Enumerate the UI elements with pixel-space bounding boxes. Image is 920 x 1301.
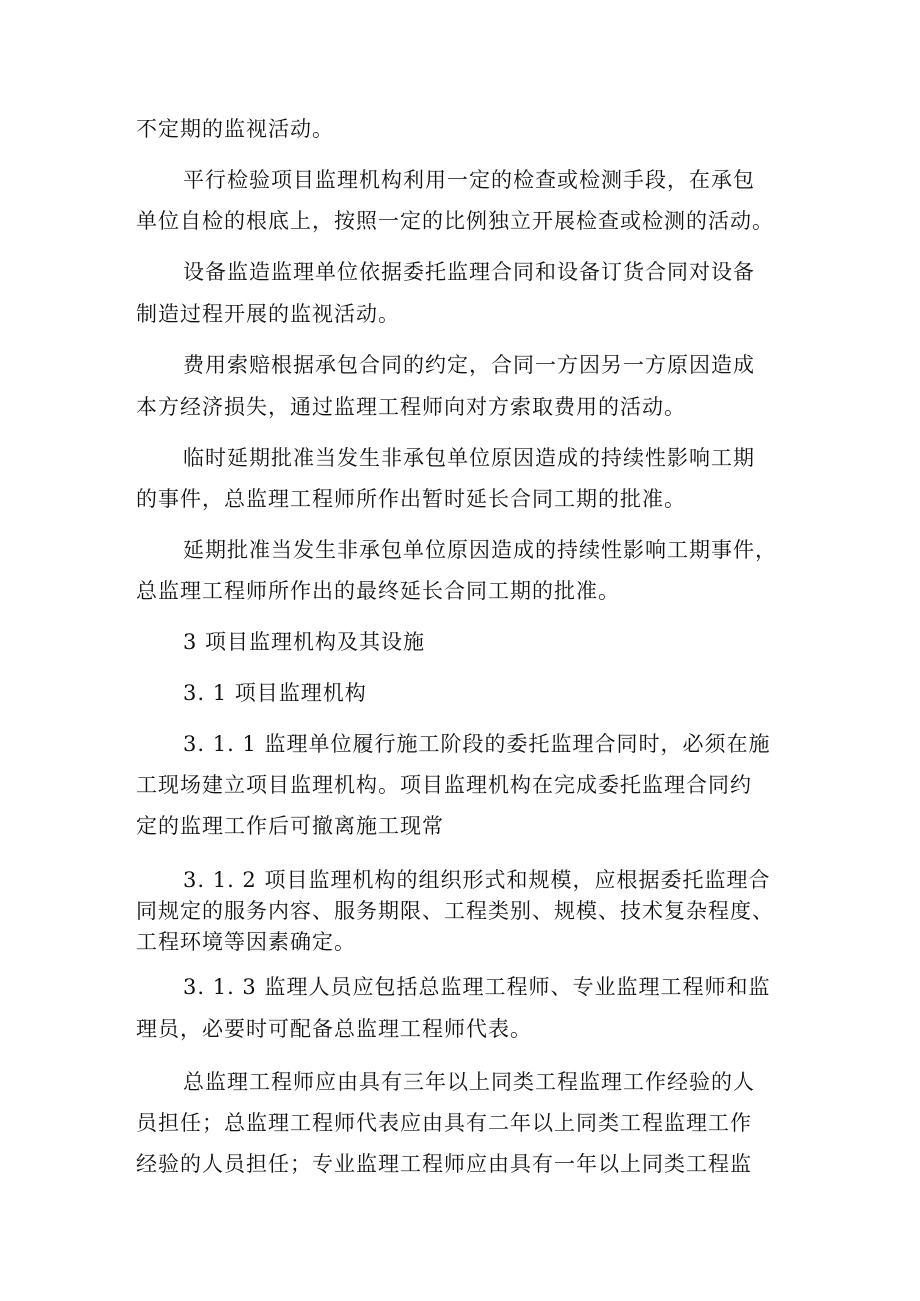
text-line: 单位自检的根底上，按照一定的比例独立开展检查或检测的活动。 [136,209,774,233]
subsection-heading: 3. 1 项目监理机构 [183,681,367,705]
text-line: 平行检验项目监理机构利用一定的检查或检测手段，在承包 [183,168,755,192]
text-line: 工程环境等因素确定。 [136,930,356,954]
text-line: 费用索赔根据承包合同的约定，合同一方因另一方原因造成 [183,353,755,377]
text-line: 临时延期批准当发生非承包单位原因造成的持续性影响工期 [183,446,755,470]
text-line: 3. 1. 2 项目监理机构的组织形式和规模，应根据委托监理合 [183,868,771,892]
text-line: 不定期的监视活动。 [136,117,334,141]
text-line: 经验的人员担任；专业监理工程师应由具有一年以上同类工程监 [136,1152,752,1176]
text-line: 总监理工程师所作出的最终延长合同工期的批准。 [136,579,620,603]
text-line: 理员，必要时可配备总监理工程师代表。 [136,1017,532,1041]
text-line: 本方经济损失，通过监理工程师向对方索取费用的活动。 [136,395,686,419]
text-line: 3. 1. 3 监理人员应包括总监理工程师、专业监理工程师和监 [183,975,771,999]
text-line: 的事件，总监理工程师所作出暂时延长合同工期的批准。 [136,487,686,511]
text-line: 同规定的服务内容、服务期限、工程类别、规模、技术复杂程度、 [136,899,774,923]
text-line: 定的监理工作后可撤离施工现常 [136,814,444,838]
text-line: 制造过程开展的监视活动。 [136,302,400,326]
text-line: 设备监造监理单位依据委托监理合同和设备订货合同对设备 [183,260,755,284]
text-line: 员担任；总监理工程师代表应由具有二年以上同类工程监理工作 [136,1111,752,1135]
text-line: 3. 1. 1 监理单位履行施工阶段的委托监理合同时，必须在施 [183,732,771,756]
text-line: 工现场建立项目监理机构。项目监理机构在完成委托监理合同约 [136,773,752,797]
text-line: 总监理工程师应由具有三年以上同类工程监理工作经验的人 [183,1070,755,1094]
section-heading: 3 项目监理机构及其设施 [183,630,426,654]
text-line: 延期批准当发生非承包单位原因造成的持续性影响工期事件， [183,538,777,562]
